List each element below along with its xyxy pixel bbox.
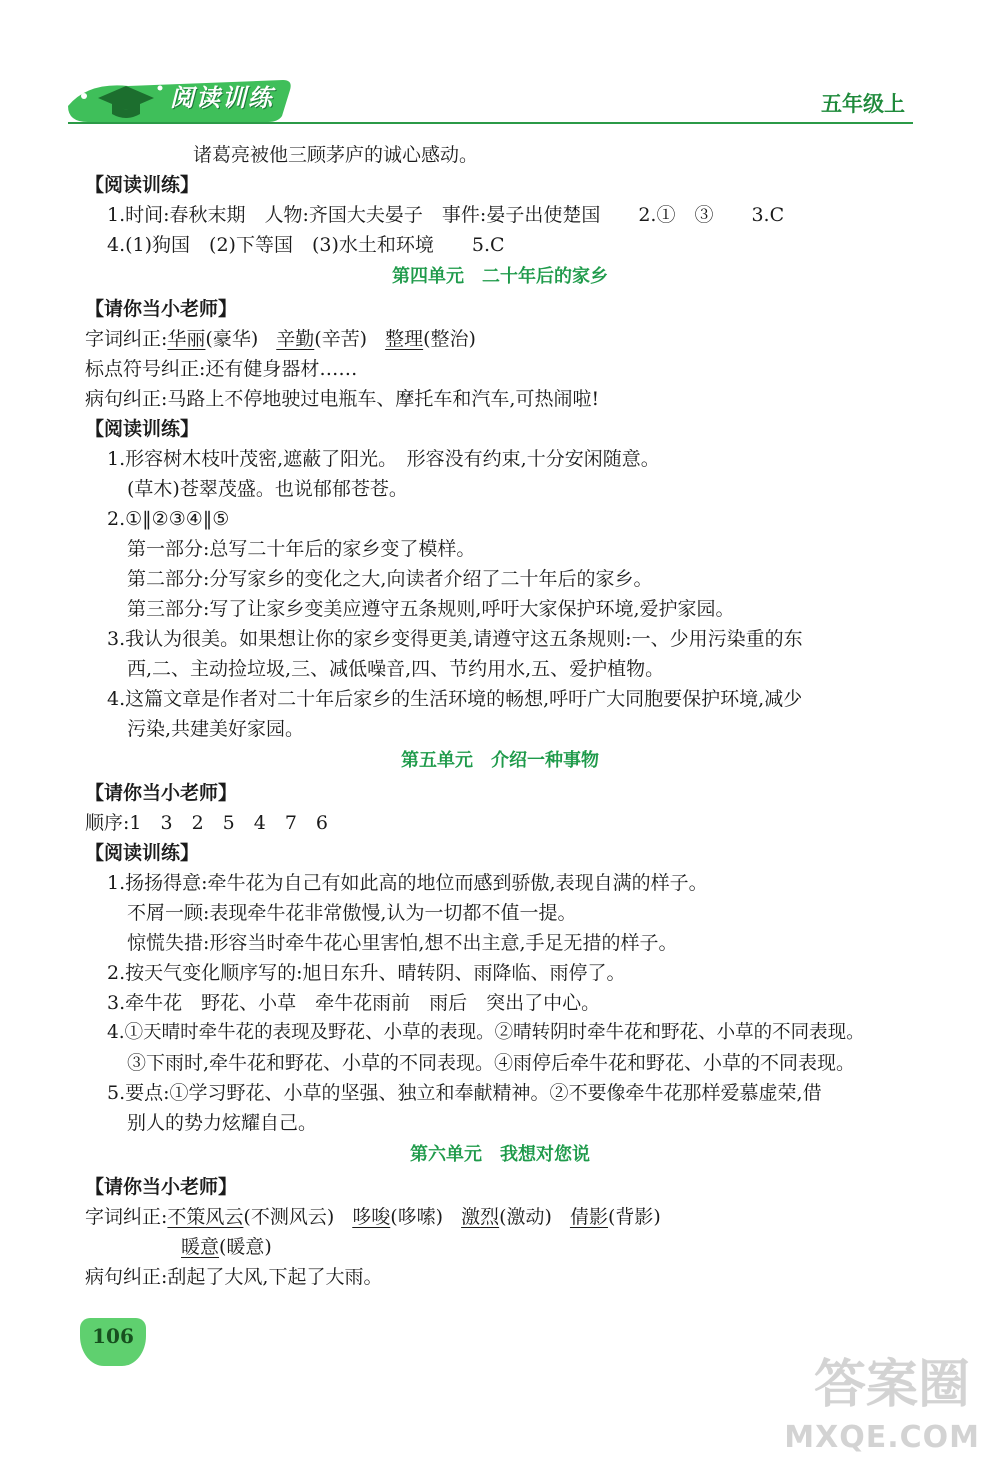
text-line: 不屑一顾:表现牵牛花非常傲慢,认为一切都不值一提。 — [127, 902, 577, 924]
wrong-word: 不策风云 — [167, 1206, 244, 1228]
answer-content — [85, 140, 915, 1292]
text-line: 标点符号纠正:还有健身器材…… — [85, 358, 358, 380]
text-line: 病句纠正:刮起了大风,下起了大雨。 — [85, 1266, 383, 1288]
wrong-word: 整理 — [385, 328, 424, 350]
wrong-word: 哆唆 — [352, 1206, 391, 1228]
text-line: 1.时间:春秋末期 人物:齐国大夫晏子 事件:晏子出使楚国 2.① ③ 3.C — [107, 204, 785, 226]
text-line: 顺序:1 3 2 5 4 7 6 — [85, 812, 329, 834]
unit-title: 第六单元 我想对您说 — [410, 1144, 590, 1165]
text-line: 4.这篇文章是作者对二十年后家乡的生活环境的畅想,呼吁广大同胞要保护环境,减少 — [107, 688, 803, 710]
section-heading: 【请你当小老师】 — [85, 782, 238, 804]
wrong-word: 激烈 — [461, 1206, 500, 1228]
wrong-word: 华丽 — [167, 328, 206, 350]
correct-word: (整治) — [423, 328, 476, 350]
text-line: 2.①‖②③④‖⑤ — [107, 508, 230, 530]
header-divider — [68, 122, 913, 124]
label: 字词纠正: — [85, 1206, 168, 1228]
unit-title: 第四单元 二十年后的家乡 — [392, 266, 608, 287]
text-line: 1.扬扬得意:牵牛花为自己有如此高的地位而感到骄傲,表现自满的样子。 — [107, 872, 708, 894]
wrong-word: 辛勤 — [276, 328, 315, 350]
section-heading: 【请你当小老师】 — [85, 1176, 238, 1198]
page-header — [68, 70, 913, 130]
text-line: 第一部分:总写二十年后的家乡变了模样。 — [127, 538, 476, 560]
text-line: 第二部分:分写家乡的变化之大,向读者介绍了二十年后的家乡。 — [127, 568, 653, 590]
watermark-logo-text: 答案圈 — [813, 1355, 970, 1415]
watermark-url: MXQE.COM — [784, 1420, 980, 1455]
page-number: 106 — [92, 1324, 134, 1348]
section-heading: 【请你当小老师】 — [85, 298, 238, 320]
text-line: 第三部分:写了让家乡变美应遵守五条规则,呼吁大家保护环境,爱护家园。 — [127, 598, 735, 620]
text-line: 4.①天晴时牵牛花的表现及野花、小草的表现。②晴转阴时牵牛花和野花、小草的不同表现。 — [107, 1022, 865, 1043]
wrong-word: 倩影 — [569, 1206, 608, 1228]
page-number-tab — [80, 1318, 146, 1366]
correct-word: (不测风云) — [243, 1206, 335, 1228]
section-heading: 【阅读训练】 — [85, 418, 200, 440]
text-line: 4.(1)狗国 (2)下等国 (3)水土和环境 5.C — [107, 234, 505, 256]
word-correction-line — [85, 1202, 915, 1232]
text-line: 西,二、主动捡垃圾,三、减低噪音,四、节约用水,五、爱护植物。 — [127, 658, 665, 680]
section-heading: 【阅读训练】 — [85, 174, 200, 196]
section-heading: 【阅读训练】 — [85, 842, 200, 864]
text-line: 污染,共建美好家园。 — [127, 718, 305, 740]
correct-word: (辛苦) — [314, 328, 368, 350]
label: 字词纠正: — [85, 328, 168, 350]
word-correction-line — [85, 324, 915, 354]
text-line: 病句纠正:马路上不停地驶过电瓶车、摩托车和汽车,可热闹啦! — [85, 388, 600, 410]
correct-word: (暖意) — [219, 1236, 272, 1258]
text-line: 诸葛亮被他三顾茅庐的诚心感动。 — [193, 144, 479, 166]
text-line: 2.按天气变化顺序写的:旭日东升、晴转阴、雨降临、雨停了。 — [107, 962, 626, 984]
wrong-word: 暖意 — [181, 1236, 220, 1258]
correct-word: (哆嗦) — [390, 1206, 444, 1228]
text-line: 5.要点:①学习野花、小草的坚强、独立和奉献精神。②不要像牵牛花那样爱慕虚荣,借 — [107, 1082, 822, 1104]
text-line: 3.我认为很美。如果想让你的家乡变得更美,请遵守这五条规则:一、少用污染重的东 — [107, 628, 803, 650]
brand-title: 阅读训练 — [170, 84, 274, 112]
correct-word: (背影) — [607, 1206, 661, 1228]
unit-title: 第五单元 介绍一种事物 — [401, 750, 599, 771]
text-line: 1.形容树木枝叶茂密,遮蔽了阳光。 形容没有约束,十分安闲随意。 — [107, 448, 660, 470]
text-line: 惊慌失措:形容当时牵牛花心里害怕,想不出主意,手足无措的样子。 — [127, 932, 678, 954]
text-line: 别人的势力炫耀自己。 — [127, 1112, 318, 1134]
grade-label: 五年级上 — [821, 92, 905, 116]
watermark — [780, 1345, 980, 1455]
text-line: ③下雨时,牵牛花和野花、小草的不同表现。④雨停后牵牛花和野花、小草的不同表现。 — [127, 1052, 856, 1074]
word-correction-line — [85, 1232, 915, 1262]
text-line: 3.牵牛花 野花、小草 牵牛花雨前 雨后 突出了中心。 — [107, 992, 601, 1014]
text-line: (草木)苍翠茂盛。也说郁郁苍苍。 — [127, 478, 408, 500]
correct-word: (豪华) — [205, 328, 259, 350]
correct-word: (激动) — [499, 1206, 552, 1228]
